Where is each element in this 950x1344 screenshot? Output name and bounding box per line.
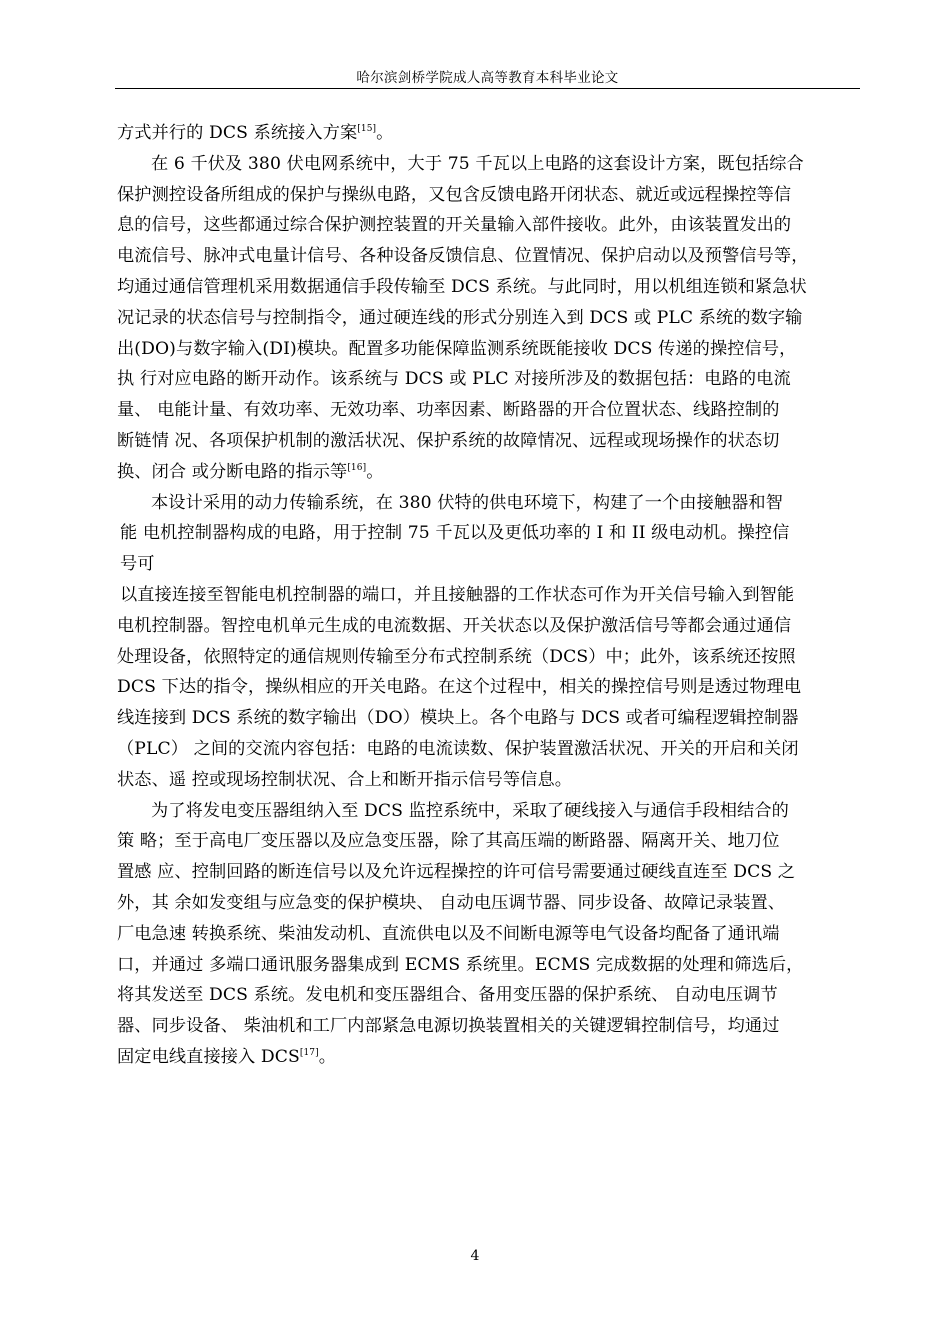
text-line: 策 略；至于高电厂变压器以及应急变压器，除了其高压端的断路器、隔离开关、地刀位: [117, 831, 780, 852]
text-line: 断链情 况、各项保护机制的激活状况、保护系统的故障情况、远程或现场操作的状态切: [117, 430, 780, 451]
text-line: 器、同步设备、 柴油机和工厂内部紧急电源切换装置相关的关键逻辑控制信号，均通过: [117, 1016, 780, 1037]
text-line: 出(DO)与数字输入(DI)模块。配置多功能保障监测系统既能接收 DCS 传递的操控信号，: [117, 338, 797, 359]
text-line: 能 电机控制器构成的电路，用于控制 75 千瓦以及更低功率的 I 和 II 级电动机。操控信: [120, 523, 790, 544]
text-line: 执 行对应电路的断开动作。该系统与 DCS 或 PLC 对接所涉及的数据包括：电路的电流: [117, 369, 791, 390]
text-line: 保护测控设备所组成的保护与操纵电路，又包含反馈电路开闭状态、就近或远程操控等信: [117, 184, 792, 205]
text-line: 固定电线直接接入 DCS[17]。: [117, 1046, 337, 1067]
citation-ref: [16]: [347, 462, 367, 473]
header-rule: [115, 88, 860, 89]
text-line: DCS 下达的指令，操纵相应的开关电路。在这个过程中，相关的操控信号则是透过物理电: [117, 677, 802, 698]
text-line: 电流信号、脉冲式电量计信号、各种设备反馈信息、位置情况、保护启动以及预警信号等，: [117, 246, 809, 267]
text-line: 方式并行的 DCS 系统接入方案[15]。: [117, 123, 394, 143]
text-line: 号可: [120, 554, 155, 575]
citation-ref: [17]: [299, 1047, 319, 1058]
running-header: 哈尔滨剑桥学院成人高等教育本科毕业论文: [356, 70, 619, 86]
text-line: 线连接到 DCS 系统的数字输出（DO）模块上。各个电路与 DCS 或者可编程逻辑控制器: [117, 708, 799, 729]
citation-ref: [15]: [357, 124, 377, 134]
text-line: 换、闭合 或分断电路的指示等[16]。: [117, 461, 384, 482]
text-line: 为了将发电变压器组纳入至 DCS 监控系统中，采取了硬线接入与通信手段相结合的: [151, 800, 789, 821]
text-line: 本设计采用的动力传输系统，在 380 伏特的供电环境下，构建了一个由接触器和智: [151, 492, 784, 513]
text-line: 在 6 千伏及 380 伏电网系统中，大于 75 千瓦以上电路的这套设计方案，既包括综合: [151, 153, 804, 174]
text-line: 量、 电能计量、有效功率、无效功率、功率因素、断路器的开合位置状态、线路控制的: [117, 400, 780, 421]
text-line: （PLC） 之间的交流内容包括：电路的电流读数、保护装置激活状况、开关的开启和关闭: [117, 738, 799, 759]
text-line: 电机控制器。智控电机单元生成的电流数据、开关状态以及保护激活信号等都会通过通信: [117, 615, 792, 636]
text-line: 口，并通过 多端口通讯服务器集成到 ECMS 系统里。ECMS 完成数据的处理和筛选后，: [117, 954, 804, 975]
text-line: 处理设备，依照特定的通信规则传输至分布式控制系统（DCS）中；此外，该系统还按照: [117, 646, 796, 667]
text-line: 均通过通信管理机采用数据通信手段传输至 DCS 系统。与此同时，用以机组连锁和紧急状: [117, 276, 807, 297]
text-line: 况记录的状态信号与控制指令，通过硬连线的形式分别连入到 DCS 或 PLC 系统的数字输: [117, 307, 803, 328]
body-text: [117, 118, 865, 1073]
text-line: 外，其 余如发变组与应急变的保护模块、 自动电压调节器、同步设备、故障记录装置、: [117, 892, 786, 913]
text-line: 以直接连接至智能电机控制器的端口，并且接触器的工作状态可作为开关信号输入到智能: [120, 584, 795, 605]
text-line: 厂电急速 转换系统、柴油发动机、直流供电以及不间断电源等电气设备均配备了通讯端: [117, 923, 780, 944]
text-line: 置感 应、控制回路的断连信号以及允许远程操控的许可信号需要通过硬线直连至 DCS 之: [117, 862, 796, 883]
page-number: 4: [470, 1248, 480, 1264]
text-line: 息的信号，这些都通过综合保护测控装置的开关量输入部件接收。此外，由该装置发出的: [117, 215, 792, 236]
text-line: 将其发送至 DCS 系统。发电机和变压器组合、备用变压器的保护系统、 自动电压调节: [117, 985, 778, 1006]
text-line: 状态、遥 控或现场控制状况、合上和断开指示信号等信息。: [117, 769, 573, 790]
